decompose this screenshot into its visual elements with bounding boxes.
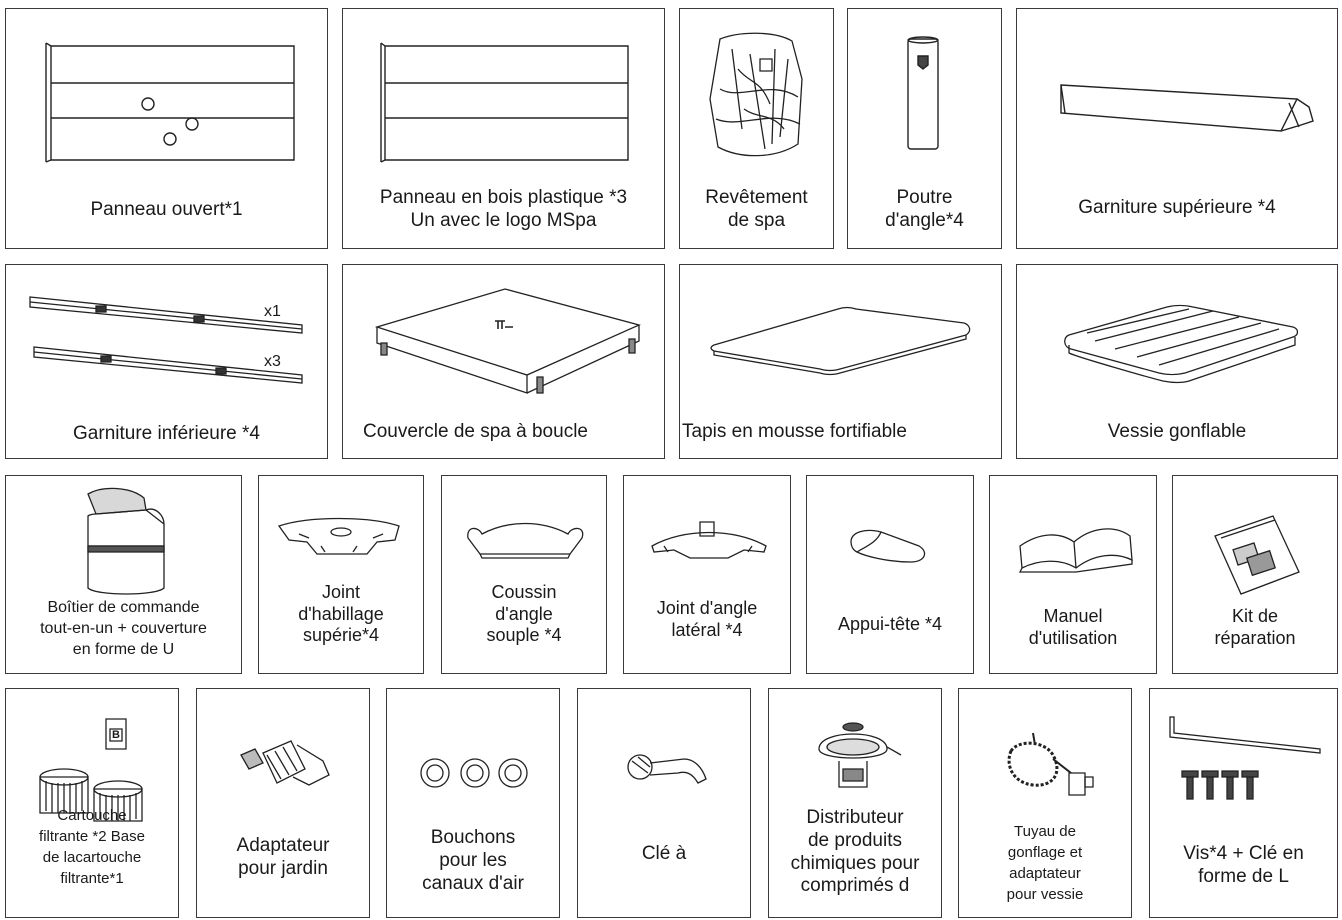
part-label: Clé à [641,843,687,864]
part-card-garden-adapter [196,688,370,918]
part-label: Revêtement de spa [705,187,808,231]
part-label: Tuyau de gonflage et adaptateur pour vessie [1006,823,1084,903]
part-label: Garniture inférieure *4 [73,423,260,444]
part-label: Coussin d'angle souple *4 [486,582,562,646]
part-label: Manuel d'utilisation [1028,606,1118,648]
part-card-spa-liner [679,8,834,249]
part-label: Tapis en mousse fortifiable [682,421,907,442]
part-card-top-trim-joint [258,475,424,674]
part-label: Adaptateur pour jardin [236,835,330,879]
garden-adapter-icon [197,689,371,919]
part-card-side-corner-joint [623,475,791,674]
part-card-wood-panel [342,8,665,249]
part-card-inflatable-bladder [1016,264,1338,459]
part-label: Couvercle de spa à boucle [363,421,588,442]
quantity-mark: x1 [264,303,281,320]
part-card-chemical-dispenser [768,688,942,918]
part-label: Cartouche filtrante *2 Base de lacartouche filtrante*1 [39,807,145,887]
part-card-screws-and-l-key [1149,688,1338,918]
part-label: Garniture supérieure *4 [1078,197,1276,218]
part-card-top-trim [1016,8,1338,249]
part-label: Vis*4 + Clé en forme de L [1183,843,1304,887]
part-card-filter-cartridge [5,688,179,918]
part-label: Vessie gonflable [1107,421,1247,442]
part-label: Panneau ouvert*1 [90,199,243,220]
part-card-headrest [806,475,974,674]
part-card-bottom-trim [5,264,328,459]
part-card-foam-mat [679,264,1002,459]
quantity-mark: x3 [264,353,281,370]
side-corner-joint-icon [624,476,792,675]
part-label: Bouchons pour les canaux d'air [422,827,524,894]
part-label: Panneau en bois plastique *3 Un avec le logo MSpa [379,187,628,231]
part-card-wrench [577,688,751,918]
part-card-inflation-hose [958,688,1132,918]
part-card-manual [989,475,1157,674]
part-label: Boîtier de commande tout-en-un + couverture en forme de U [40,599,207,658]
base-mark: B [112,729,120,741]
part-card-corner-cushion [441,475,607,674]
part-label: Kit de réparation [1214,606,1296,648]
part-card-spa-cover [342,264,665,459]
part-label: Poutre d'angle*4 [885,187,964,231]
part-label: Joint d'habillage supérie*4 [298,582,384,646]
part-card-open-panel [5,8,328,249]
part-card-control-box [5,475,242,674]
part-card-air-channel-plugs [386,688,560,918]
part-card-repair-kit [1172,475,1338,674]
wrench-icon [578,689,752,919]
part-label: Joint d'angle latéral *4 [656,598,758,640]
part-label: Appui-tête *4 [837,614,943,634]
headrest-icon [807,476,975,675]
part-card-corner-post [847,8,1002,249]
part-label: Distributeur de produits chimiques pour comprimés d [790,807,920,897]
